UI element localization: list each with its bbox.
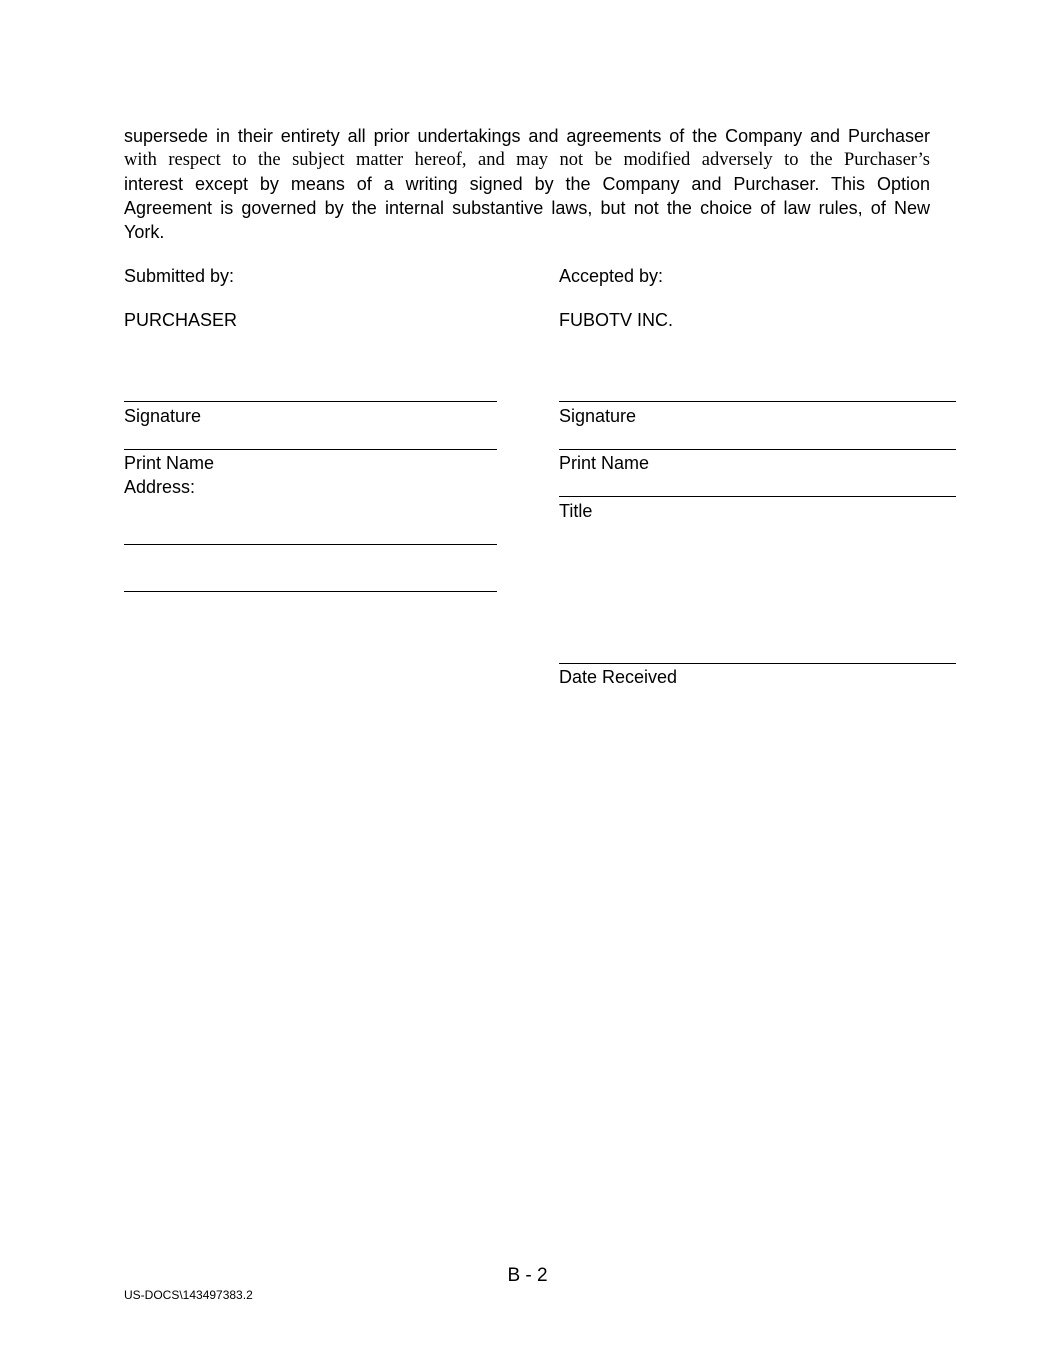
company-print-name-label: Print Name [559,453,650,473]
company-title-line [559,496,956,497]
purchaser-signature-label: Signature [124,406,202,426]
submitted-by-label: Submitted by: [124,266,235,286]
company-signature-line [559,401,956,402]
paragraph-line-2: with respect to the subject matter hereof, and may not be modified adversely to the Purchaser’s [124,150,930,170]
paragraph-line-4: Agreement is governed by the internal substantive laws, but not the choice of law rules, of New [124,198,930,218]
document-id: US-DOCS\143497383.2 [124,1288,253,1302]
date-received-label: Date Received [559,667,678,687]
purchaser-print-name-label: Print Name [124,453,215,473]
purchaser-address-label: Address: [124,477,196,497]
page-number: B - 2 [507,1265,548,1286]
purchaser-print-name-line [124,449,497,450]
paragraph-line-3: interest except by means of a writing signed by the Company and Purchaser. This Option [124,174,930,194]
company-party-label: FUBOTV INC. [559,310,674,330]
paragraph-line-5: York. [124,222,165,242]
purchaser-party-label: PURCHASER [124,310,238,330]
accepted-by-label: Accepted by: [559,266,664,286]
company-title-label: Title [559,501,593,521]
company-print-name-line [559,449,956,450]
purchaser-address-line-1 [124,544,497,545]
paragraph-line-1: supersede in their entirety all prior undertakings and agreements of the Company and Purchaser [124,126,930,146]
date-received-line [559,663,956,664]
company-signature-label: Signature [559,406,637,426]
purchaser-address-line-2 [124,591,497,592]
purchaser-signature-line [124,401,497,402]
